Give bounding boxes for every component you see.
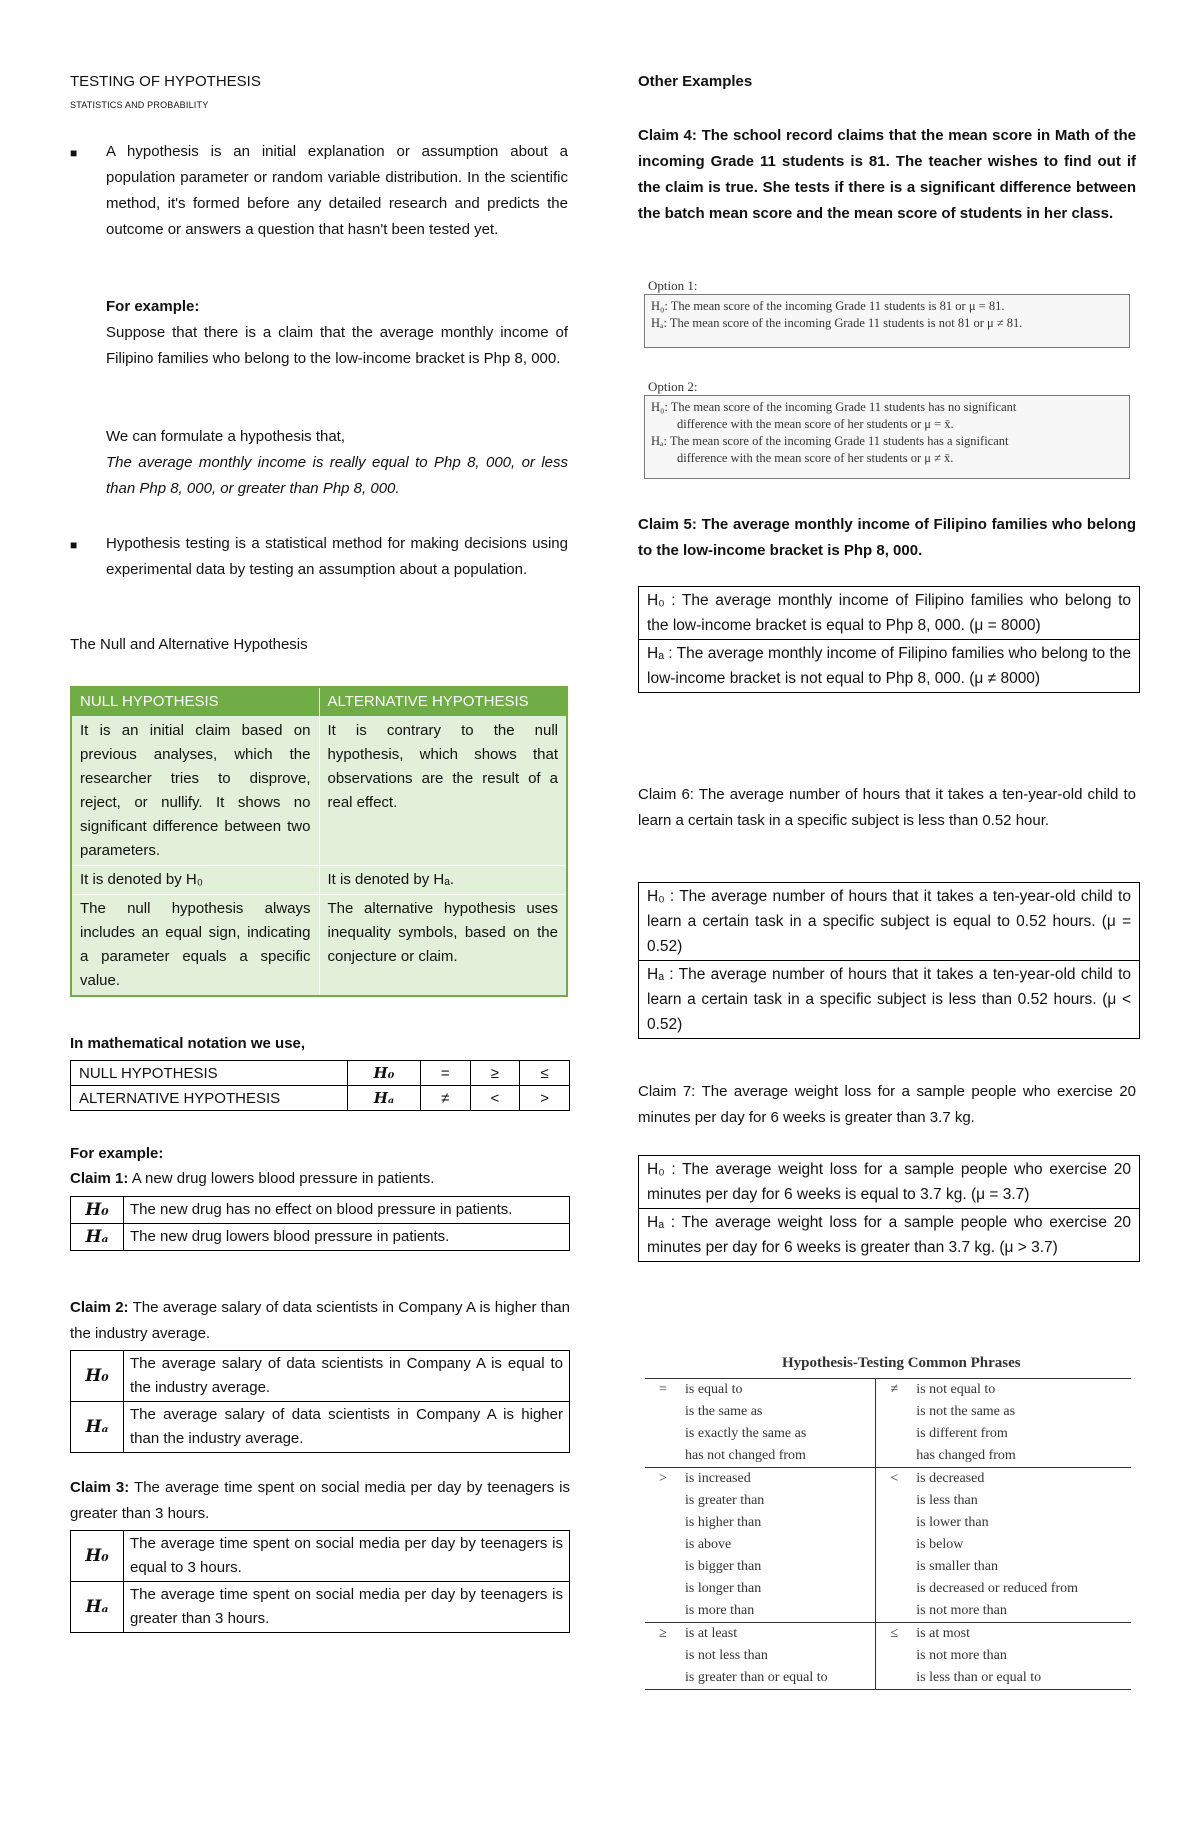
claim2-label: Claim 2: [70, 1299, 129, 1316]
phrase-row [645, 1468, 1131, 1491]
phrase-row [645, 1512, 1131, 1534]
phrase-left: is greater than or equal to [685, 1670, 828, 1685]
table-row [71, 1197, 570, 1224]
alt-label: ALTERNATIVE HYPOTHESIS [71, 1086, 348, 1111]
notation-table [70, 1060, 570, 1111]
phrase-symbol [645, 1512, 681, 1534]
table-row [71, 866, 567, 895]
claim5-text: Claim 5: The average monthly income of Filipino families who belong to the low-income bracket is Php 8, 000. [638, 516, 1136, 559]
table-row [71, 1086, 570, 1111]
op-cell: ≠ [420, 1086, 470, 1111]
phrase-left: is equal to [685, 1382, 743, 1397]
option2-figure [644, 395, 1130, 479]
option2-h0-cont: difference with the mean score of her students or μ = x̄. [677, 417, 954, 431]
op-cell: < [470, 1086, 520, 1111]
example-text: Suppose that there is a claim that the average monthly income of Filipino families who belong to the low-income bracket is Php 8, 000. [106, 324, 568, 367]
phrase-symbol: < [876, 1468, 913, 1491]
page-title: TESTING OF HYPOTHESIS [70, 73, 261, 90]
claim7-h0: H₀ : The average weight loss for a sample people who exercise 20 minutes per day for 6 weeks is equal to 3.7 kg. (μ = 3.7) [647, 1161, 1131, 1203]
page-subtitle: STATISTICS AND PROBABILITY [70, 100, 209, 110]
claim2-table [70, 1350, 570, 1453]
phrase-symbol [876, 1556, 913, 1578]
alt-symbol: Hₐ [348, 1086, 421, 1111]
ha-symbol: Hₐ [71, 1402, 124, 1453]
claim2-text [70, 1295, 570, 1347]
phrase-row [645, 1379, 1131, 1402]
claim6-h0: H₀ : The average number of hours that it takes a ten-year-old child to learn a certain task in a specific subject is equal to 0.52 hours. (μ = 0.52) [647, 888, 1131, 955]
phrase-right: is at most [912, 1623, 1131, 1646]
phrase-symbol: ≠ [876, 1379, 913, 1402]
claim1-label: Claim 1: [70, 1170, 129, 1187]
phrase-symbol [876, 1667, 913, 1690]
phrase-right: is not more than [916, 1648, 1007, 1663]
null-alt-heading: The Null and Alternative Hypothesis [70, 636, 308, 653]
claim3-label: Claim 3: [70, 1479, 130, 1496]
claim7-box [638, 1155, 1140, 1262]
null-column-header: NULL HYPOTHESIS [71, 687, 319, 717]
alt-description: It is contrary to the null hypothesis, which shows that observations are the result of a real effect. [319, 717, 567, 866]
phrase-symbol [645, 1600, 681, 1623]
phrase-symbol [876, 1512, 913, 1534]
option2-ha: Hₐ: The mean score of the incoming Grade 11 students has a significant [651, 434, 1009, 448]
claim1-text [70, 1166, 570, 1192]
phrase-left: is exactly the same as [685, 1426, 807, 1441]
phrase-symbol [645, 1445, 681, 1468]
phrase-right: is different from [916, 1426, 1008, 1441]
claim2-body: The average salary of data scientists in Company A is higher than the industry average. [70, 1299, 570, 1342]
option2-ha-cont: difference with the mean score of her students or μ ≠ x̄. [677, 451, 954, 465]
table-row [71, 1582, 570, 1633]
claim1-ha: The new drug lowers blood pressure in patients. [124, 1224, 570, 1251]
phrase-left: is increased [681, 1468, 876, 1491]
phrase-right: is decreased [912, 1468, 1131, 1491]
phrase-right: is lower than [916, 1515, 989, 1530]
ha-symbol: Hₐ [71, 1224, 124, 1251]
other-examples-heading: Other Examples [638, 73, 753, 90]
formulated-hypothesis: The average monthly income is really equal to Php 8, 000, or less than Php 8, 000, or greater than Php 8, 000. [106, 454, 568, 497]
h0-symbol: H₀ [71, 1197, 124, 1224]
table-row [71, 1402, 570, 1453]
phrase-symbol [645, 1490, 681, 1512]
h0-symbol: H₀ [71, 1351, 124, 1402]
phrase-left: is more than [685, 1603, 755, 1618]
null-label: NULL HYPOTHESIS [71, 1061, 348, 1086]
claim7-ha: Hₐ : The average weight loss for a sample people who exercise 20 minutes per day for 6 weeks is greater than 3.7 kg. (μ > 3.7) [639, 1208, 1139, 1261]
phrase-symbol [876, 1490, 913, 1512]
phrase-row [645, 1445, 1131, 1468]
op-cell: ≥ [470, 1061, 520, 1086]
phrase-symbol: = [659, 1382, 667, 1397]
phrase-right: is not more than [916, 1603, 1007, 1618]
option1-figure [644, 294, 1130, 348]
alt-column-header: ALTERNATIVE HYPOTHESIS [319, 687, 567, 717]
phrase-left: is not less than [685, 1648, 768, 1663]
alt-denotation: It is denoted by Hₐ. [319, 866, 567, 895]
phrase-row [645, 1490, 1131, 1512]
phrase-left: is greater than [685, 1493, 765, 1508]
phrase-symbol [876, 1645, 913, 1667]
phrase-right: is less than [916, 1493, 978, 1508]
claim5-h0: H₀ : The average monthly income of Filipino families who belong to the low-income bracket is equal to Php 8, 000. (μ = 8000) [647, 592, 1131, 634]
op-cell: ≤ [520, 1061, 570, 1086]
phrase-left: is the same as [685, 1404, 763, 1419]
formulate-text: We can formulate a hypothesis that, [106, 428, 346, 445]
null-denotation: It is denoted by H₀ [71, 866, 319, 895]
phrase-right: is not equal to [916, 1382, 996, 1397]
phrase-symbol: ≤ [876, 1623, 913, 1646]
claim3-table [70, 1530, 570, 1633]
phrase-symbol [645, 1534, 681, 1556]
phrase-symbol: ≥ [645, 1623, 681, 1646]
claim4-text: Claim 4: The school record claims that the mean score in Math of the incoming Grade 11 students is 81. The teacher wishes to find out if the claim is true. She tests if there is a significant difference between the batch mean score and the mean score of students in her class. [638, 127, 1136, 222]
phrase-symbol [645, 1556, 681, 1578]
table-row [71, 1061, 570, 1086]
phrase-row [645, 1645, 1131, 1667]
phrase-symbol [876, 1578, 913, 1600]
hypothesis-testing-definition: Hypothesis testing is a statistical method for making decisions using experimental data by testing an assumption about a population. [106, 535, 568, 578]
claim5-ha: Hₐ : The average monthly income of Filipino families who belong to the low-income bracket is not equal to Php 8, 000. (μ ≠ 8000) [639, 639, 1139, 692]
option1-ha: Hₐ: The mean score of the incoming Grade 11 students is not 81 or μ ≠ 81. [651, 316, 1023, 330]
phrases-table [645, 1378, 1131, 1690]
phrase-row [645, 1578, 1131, 1600]
claim6-box [638, 882, 1140, 1039]
phrase-symbol [876, 1600, 913, 1623]
phrase-symbol [645, 1578, 681, 1600]
table-row [71, 1351, 570, 1402]
table-row [71, 895, 567, 997]
option2-h0: H₀: The mean score of the incoming Grade 11 students has no significant [651, 400, 1017, 414]
phrase-symbol [645, 1401, 681, 1423]
phrase-right: is decreased or reduced from [916, 1581, 1078, 1596]
claim3-h0: The average time spent on social media per day by teenagers is equal to 3 hours. [124, 1531, 570, 1582]
bullet-icon: ■ [70, 146, 78, 160]
phrase-row [645, 1667, 1131, 1690]
claim5-box [638, 586, 1140, 693]
phrase-row [645, 1401, 1131, 1423]
phrase-symbol: > [645, 1468, 681, 1491]
phrase-left: is bigger than [685, 1559, 762, 1574]
ha-symbol: Hₐ [71, 1582, 124, 1633]
table-row [71, 1531, 570, 1582]
null-alt-table [70, 686, 568, 997]
phrase-symbol [645, 1645, 681, 1667]
phrase-right: has changed from [916, 1448, 1016, 1463]
claim2-ha: The average salary of data scientists in Company A is higher than the industry average. [124, 1402, 570, 1453]
phrase-row [645, 1534, 1131, 1556]
phrase-symbol [645, 1667, 681, 1690]
null-symbol: H₀ [348, 1061, 421, 1086]
phrase-row [645, 1600, 1131, 1623]
phrases-title: Hypothesis-Testing Common Phrases [782, 1355, 1021, 1371]
phrase-symbol [876, 1445, 913, 1468]
claim1-table [70, 1196, 570, 1251]
phrase-right: is not the same as [916, 1404, 1016, 1419]
table-row [71, 717, 567, 866]
null-description: It is an initial claim based on previous analyses, which the researcher tries to disprove, reject, or nullify. It shows no significant difference between two parameters. [71, 717, 319, 866]
bullet-icon: ■ [70, 538, 78, 552]
op-cell: > [520, 1086, 570, 1111]
phrase-symbol [876, 1423, 913, 1445]
phrase-left: is at least [681, 1623, 876, 1646]
phrase-left: is longer than [685, 1581, 762, 1596]
phrase-left: is above [685, 1537, 732, 1552]
op-cell: = [420, 1061, 470, 1086]
notation-heading: In mathematical notation we use, [70, 1035, 306, 1052]
alt-sign-rule: The alternative hypothesis uses inequality symbols, based on the conjecture or claim. [319, 895, 567, 997]
option2-label: Option 2: [648, 379, 698, 394]
table-row [71, 1224, 570, 1251]
phrase-row [645, 1623, 1131, 1646]
claim6-text: Claim 6: The average number of hours that it takes a ten-year-old child to learn a certain task in a specific subject is less than 0.52 hour. [638, 786, 1136, 829]
examples-heading: For example: [70, 1145, 164, 1162]
phrase-left: is higher than [685, 1515, 762, 1530]
claim7-text: Claim 7: The average weight loss for a sample people who exercise 20 minutes per day for 6 weeks is greater than 3.7 kg. [638, 1083, 1136, 1126]
hypothesis-definition: A hypothesis is an initial explanation or assumption about a population parameter or random variable distribution. In the scientific method, it's formed before any detailed research and predicts the outcome or answers a question that hasn't been tested yet. [106, 143, 568, 238]
claim6-ha: Hₐ : The average number of hours that it takes a ten-year-old child to learn a certain task in a specific subject is less than 0.52 hours. (μ < 0.52) [639, 960, 1139, 1038]
for-example-heading: For example: [106, 298, 200, 315]
claim3-ha: The average time spent on social media per day by teenagers is greater than 3 hours. [124, 1582, 570, 1633]
phrase-left: has not changed from [685, 1448, 806, 1463]
claim3-body: The average time spent on social media per day by teenagers is greater than 3 hours. [70, 1479, 570, 1522]
h0-symbol: H₀ [71, 1531, 124, 1582]
phrase-row [645, 1423, 1131, 1445]
claim1-h0: The new drug has no effect on blood pressure in patients. [124, 1197, 570, 1224]
claim1-body: A new drug lowers blood pressure in patients. [128, 1170, 435, 1187]
phrase-row [645, 1556, 1131, 1578]
option1-h0: H₀: The mean score of the incoming Grade 11 students is 81 or μ = 81. [651, 299, 1005, 313]
phrase-right: is below [916, 1537, 964, 1552]
option1-label: Option 1: [648, 278, 698, 293]
claim3-text [70, 1475, 570, 1527]
phrase-right: is smaller than [916, 1559, 998, 1574]
phrase-symbol [876, 1534, 913, 1556]
claim2-h0: The average salary of data scientists in Company A is equal to the industry average. [124, 1351, 570, 1402]
phrase-right: is less than or equal to [916, 1670, 1042, 1685]
phrase-symbol [645, 1423, 681, 1445]
null-sign-rule: The null hypothesis always includes an equal sign, indicating a parameter equals a specific value. [71, 895, 319, 997]
phrase-symbol [876, 1401, 913, 1423]
